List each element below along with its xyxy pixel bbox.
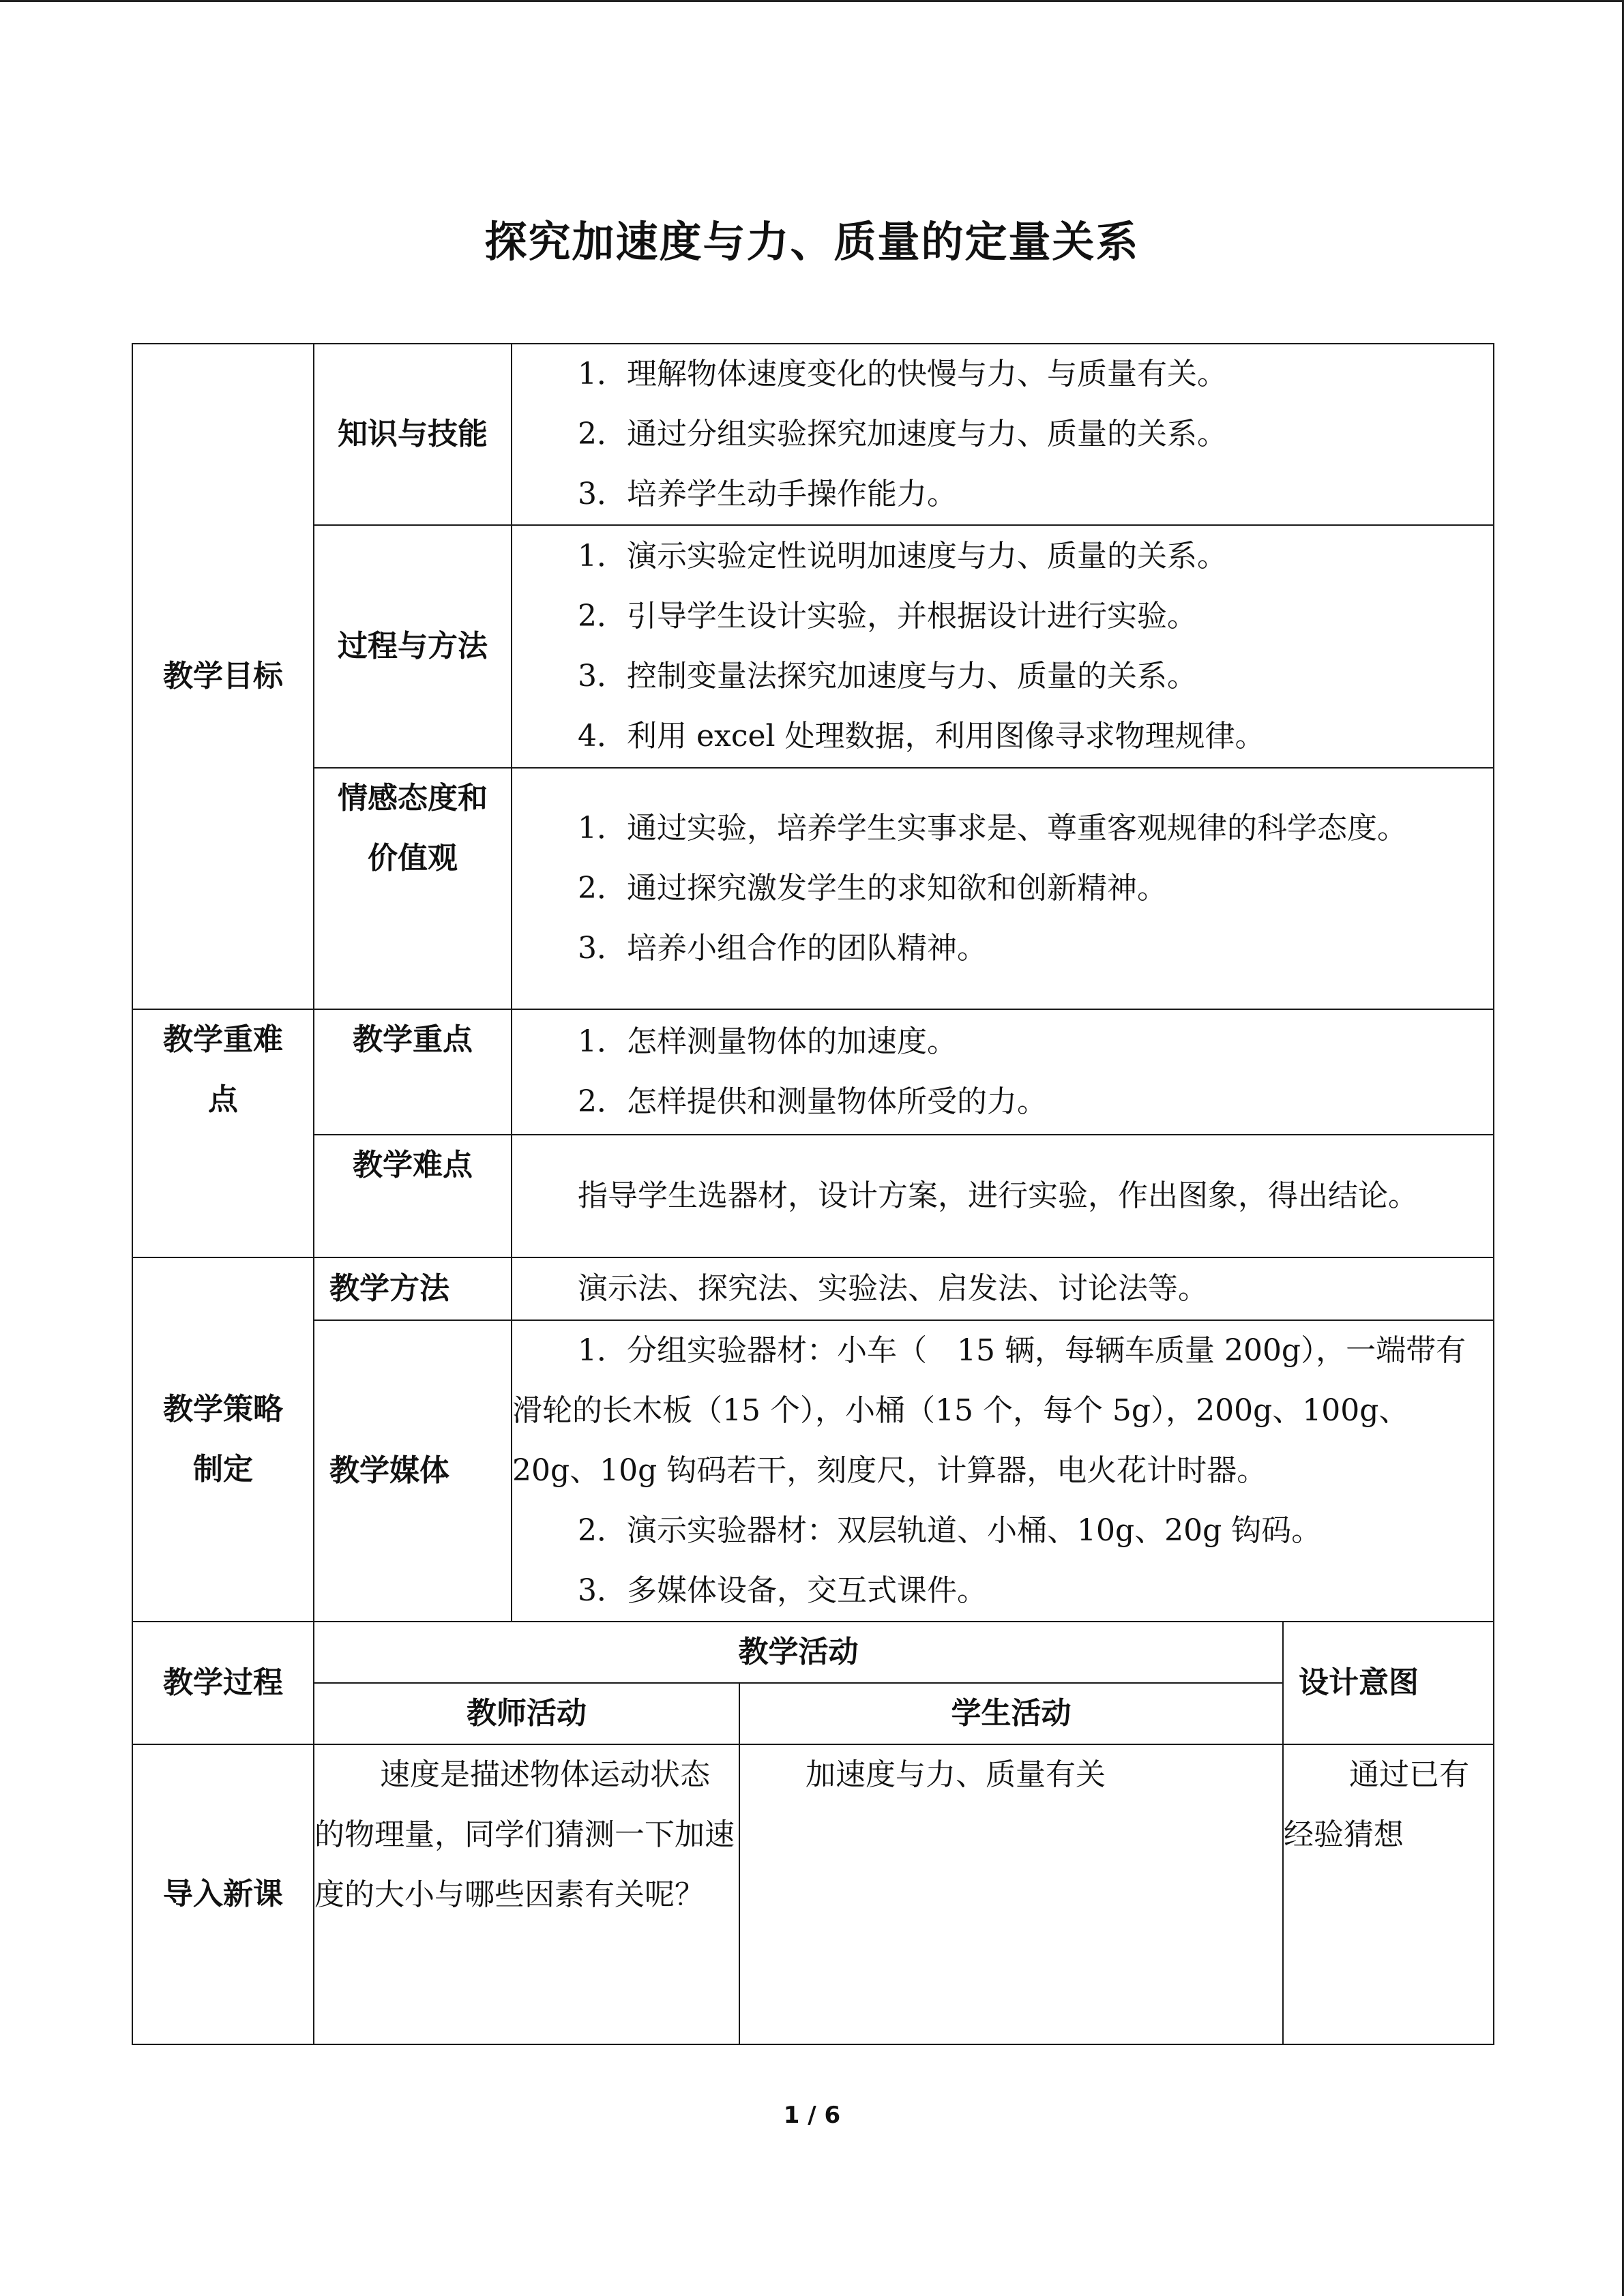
label-media: 教学媒体 [314, 1320, 512, 1622]
emotion-item: 3．培养小组合作的团队精神。 [578, 931, 987, 966]
content-method [512, 1257, 1494, 1320]
content-emotion [512, 768, 1494, 1009]
key-point-item: 1．怎样测量物体的加速度。 [578, 1024, 957, 1059]
teacher-activity [314, 1744, 739, 2044]
strategy-label-line2: 制定 [193, 1452, 253, 1487]
content-knowledge [512, 344, 1494, 525]
strategy-label-line1: 教学策略 [163, 1392, 283, 1427]
content-media [512, 1320, 1494, 1622]
content-process [512, 525, 1494, 768]
knowledge-item: 3．培养学生动手操作能力。 [578, 477, 957, 511]
label-knowledge: 知识与技能 [314, 344, 512, 525]
document-title: 探究加速度与力、质量的定量关系 [484, 217, 1140, 267]
label-process: 过程与方法 [314, 525, 512, 768]
content-hard-point [512, 1135, 1494, 1257]
process-item: 3．控制变量法探究加速度与力、质量的关系。 [578, 659, 1197, 694]
knowledge-item: 1．理解物体速度变化的快慢与力、与质量有关。 [578, 357, 1227, 391]
header-activities: 教学活动 [314, 1622, 1283, 1683]
row-knowledge [132, 344, 1494, 525]
knowledge-item: 2．通过分组实验探究加速度与力、质量的关系。 [578, 417, 1227, 451]
media-item: 1．分组实验器材：小车（ 15 辆，每辆车质量 200g），一端带有滑轮的长木板（15 个），小桶（15 个，每个 5g），200g、100g、20g、10g 钩码若干，刻度尺，计算器，电火花计时器。 [512, 1333, 1466, 1488]
section-label-process: 教学过程 [132, 1622, 314, 1744]
process-item: 2．引导学生设计实验，并根据设计进行实验。 [578, 599, 1197, 633]
label-method: 教学方法 [314, 1257, 512, 1320]
row-stage-intro [132, 1744, 1494, 2044]
section-label-goals: 教学目标 [132, 344, 314, 1009]
row-method [132, 1257, 1494, 1320]
media-item: 3．多媒体设备，交互式课件。 [578, 1573, 987, 1608]
key-point-item: 2．怎样提供和测量物体所受的力。 [578, 1084, 1047, 1119]
section-label-strategy [132, 1257, 314, 1622]
design-intent-text: 通过已有经验猜想 [1284, 1757, 1469, 1852]
design-intent [1283, 1744, 1494, 2044]
header-intent: 设计意图 [1283, 1622, 1494, 1744]
row-process [132, 525, 1494, 768]
row-media [132, 1320, 1494, 1622]
row-process-header-1 [132, 1622, 1494, 1683]
page-number: 1 / 6 [783, 2102, 841, 2129]
header-teacher: 教师活动 [314, 1683, 739, 1744]
label-hard-point: 教学难点 [314, 1135, 512, 1257]
method-text: 演示法、探究法、实验法、启发法、讨论法等。 [578, 1271, 1208, 1306]
student-activity [739, 1744, 1283, 2044]
header-student: 学生活动 [739, 1683, 1283, 1744]
emotion-item: 2．通过探究激发学生的求知欲和创新精神。 [578, 871, 1167, 906]
section-label-difficulty [132, 1009, 314, 1257]
difficulty-label-line1: 教学重难 [163, 1022, 283, 1057]
student-activity-text: 加速度与力、质量有关 [806, 1757, 1106, 1792]
process-item: 4．利用 excel 处理数据，利用图像寻求物理规律。 [578, 719, 1265, 754]
process-item: 1．演示实验定性说明加速度与力、质量的关系。 [578, 539, 1227, 573]
label-emotion-line2: 价值观 [368, 841, 458, 876]
label-emotion-line1: 情感态度和 [338, 781, 488, 816]
content-key-point [512, 1009, 1494, 1135]
emotion-item: 1．通过实验，培养学生实事求是、尊重客观规律的科学态度。 [578, 811, 1407, 846]
hard-point-text: 指导学生选器材，设计方案，进行实验，作出图象，得出结论。 [578, 1178, 1418, 1213]
row-emotion [132, 768, 1494, 1009]
lesson-plan-table [132, 343, 1494, 2045]
page-border-top [0, 0, 1624, 2]
label-key-point: 教学重点 [314, 1009, 512, 1135]
label-emotion [314, 768, 512, 1009]
stage-label: 导入新课 [132, 1744, 314, 2044]
teacher-activity-text: 速度是描述物体运动状态的物理量，同学们猜测一下加速度的大小与哪些因素有关呢？ [314, 1757, 735, 1912]
row-key-point [132, 1009, 1494, 1135]
media-item: 2．演示实验器材：双层轨道、小桶、10g、20g 钩码。 [578, 1513, 1322, 1548]
row-hard-point [132, 1135, 1494, 1257]
difficulty-label-line2: 点 [208, 1082, 238, 1117]
